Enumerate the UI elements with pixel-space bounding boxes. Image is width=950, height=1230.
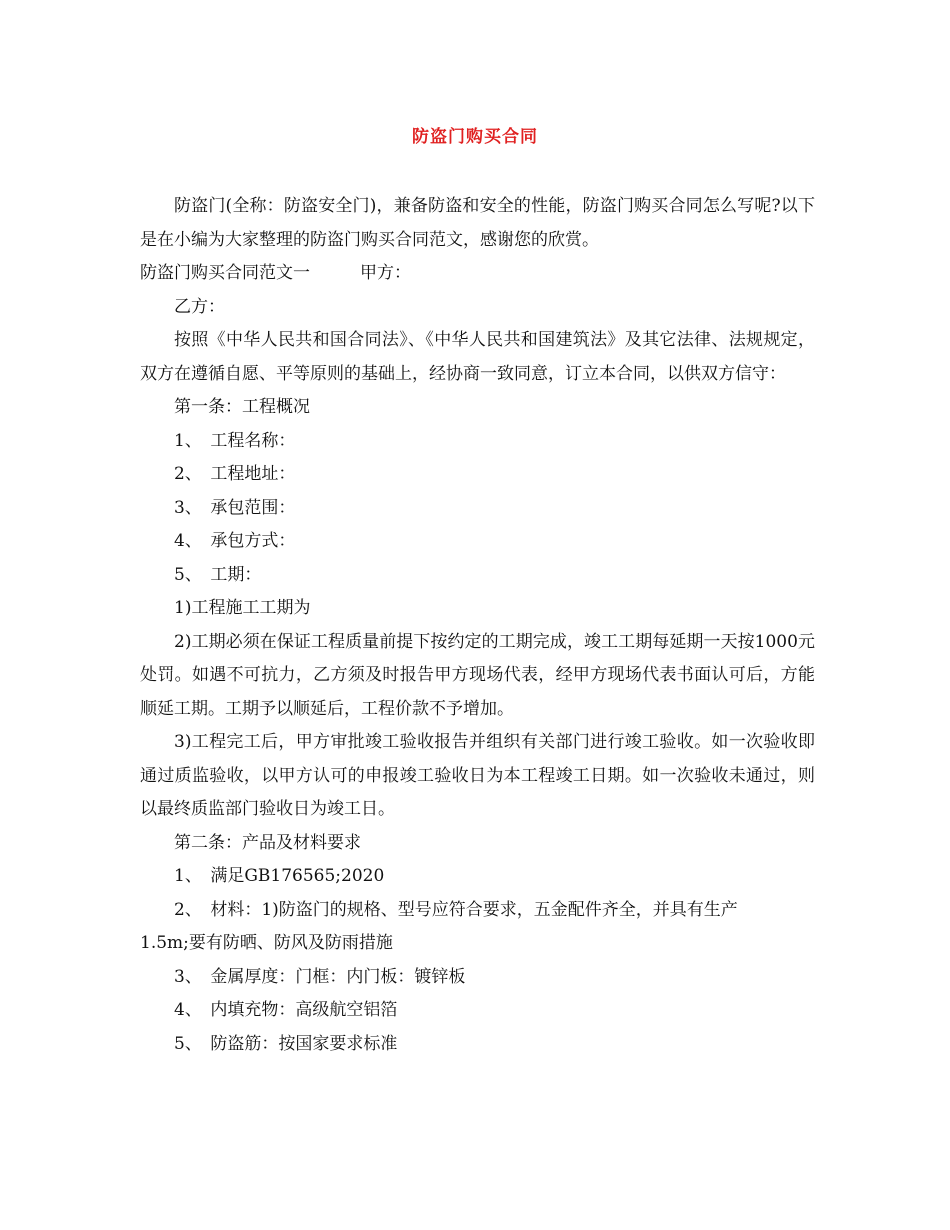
article1-item-method: 4、 承包方式：: [174, 531, 296, 551]
article2-item-standard: 1、 满足GB176565;2020: [174, 866, 385, 886]
period-clause-2: 2)工期必须在保证工程质量前提下按约定的工期完成，竣工工期每延期一天按1000元处罚。如遇不可抗力，乙方须及时报告甲方现场代表，经甲方现场代表书面认可后，方能顺延工期。工期予以顺延后，工程价款不予增加。: [140, 631, 815, 719]
period-clause-3: 3)工程完工后，甲方审批竣工验收报告并组织有关部门进行竣工验收。如一次验收即通过质监验收，以甲方认可的申报竣工验收日为本工程竣工日期。如一次验收未通过，则以最终质监部门验收日为竣工日。: [140, 732, 815, 819]
article1-item-period: 5、 工期：: [174, 564, 262, 585]
article1-item-project-address: 2、 工程地址：: [174, 464, 296, 484]
article1-item-scope: 3、 承包范围：: [174, 497, 296, 518]
document-title: 防盗门购买合同: [412, 127, 538, 147]
sample-heading: 防盗门购买合同范文一: [140, 263, 310, 283]
article2-item-metal-thickness: 3、 金属厚度：门框：内门板：镀锌板: [174, 966, 466, 987]
article2-item-materials: 2、 材料：1)防盗门的规格、型号应符合要求，五金配件齐全，并具有生产: [174, 899, 738, 920]
article2-item-filler: 4、 内填充物：高级航空铝箔: [174, 1000, 398, 1020]
period-clause-1: 1)工程施工工期为: [174, 598, 311, 618]
article1-item-project-name: 1、 工程名称：: [174, 430, 296, 451]
document-body: [140, 190, 815, 1061]
party-b-label: 乙方：: [174, 296, 225, 317]
sample-heading-line: [140, 257, 815, 291]
article2-item-materials-continued: 1.5m;要有防晒、防风及防雨措施: [140, 933, 393, 953]
article2-heading: 第二条：产品及材料要求: [174, 832, 361, 853]
legal-basis-paragraph: 按照《中华人民共和国合同法》、《中华人民共和国建筑法》及其它法律、法规规定，双方在遵循自愿、平等原则的基础上，经协商一致同意，订立本合同，以供双方信守：: [140, 330, 815, 384]
article2-item-anti-theft-bar: 5、 防盗筋：按国家要求标准: [174, 1033, 398, 1054]
intro-paragraph: 防盗门(全称：防盗安全门)，兼备防盗和安全的性能，防盗门购买合同怎么写呢?以下是在小编为大家整理的防盗门购买合同范文，感谢您的欣赏。: [140, 196, 815, 250]
party-a-label: 甲方：: [360, 263, 411, 283]
article1-heading: 第一条：工程概况: [174, 397, 310, 417]
